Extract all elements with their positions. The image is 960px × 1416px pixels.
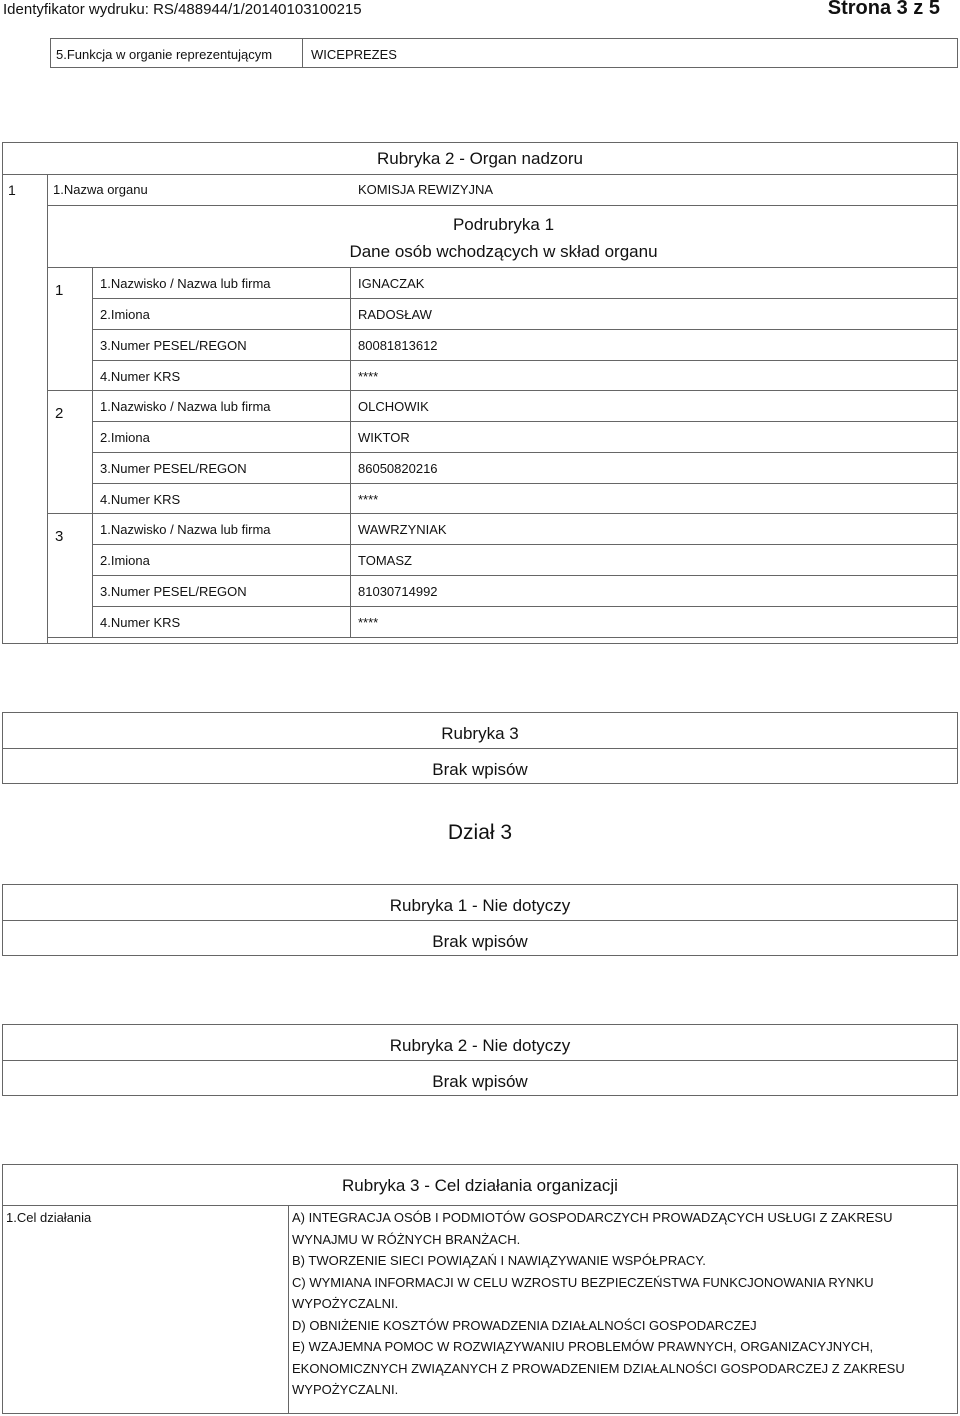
d3-rubryka1-title: Rubryka 1 - Nie dotyczy (389, 896, 571, 915)
d3-rubryka3-title: Rubryka 3 - Cel działania organizacji (342, 1176, 618, 1195)
function-label: 5.Funkcja w organie reprezentującym (56, 47, 273, 62)
person-field-label: 3.Numer PESEL/REGON (100, 338, 247, 353)
podrubryka-subtitle: Dane osób wchodzących w skład organu (349, 242, 658, 261)
person-field-value: WAWRZYNIAK (358, 522, 447, 537)
person-index: 2 (55, 405, 64, 422)
person-field-label: 4.Numer KRS (100, 492, 181, 507)
person-field-label: 3.Numer PESEL/REGON (100, 461, 247, 476)
cel-line: C) WYMIANA INFORMACJI W CELU WZROSTU BEZPIECZEŃSTWA FUNKCJONOWANIA RYNKU (292, 1274, 874, 1290)
person-field-value: WIKTOR (358, 430, 410, 445)
person-field-label: 4.Numer KRS (100, 615, 181, 630)
person-field-label: 2.Imiona (100, 430, 150, 445)
person-index: 1 (55, 282, 64, 299)
organ-name-value: KOMISJA REWIZYJNA (358, 182, 494, 197)
person-index: 3 (55, 528, 64, 545)
person-field-value: IGNACZAK (358, 276, 425, 291)
person-field-label: 2.Imiona (100, 553, 150, 568)
cel-line: B) TWORZENIE SIECI POWIĄZAŃ I NAWIĄZYWANIE WSPÓŁPRACY. (292, 1253, 706, 1268)
cel-line: WYPOŻYCZALNI. (292, 1382, 399, 1397)
d3-rubryka2-empty: Brak wpisów (432, 1072, 528, 1091)
organ-name-label: 1.Nazwa organu (53, 182, 148, 197)
cel-line: A) INTEGRACJA OSÓB I PODMIOTÓW GOSPODARCZYCH PROWADZĄCYCH USŁUGI Z ZAKRESU (292, 1210, 893, 1225)
page-number: Strona 3 z 5 (827, 0, 940, 19)
rubryka2-title: Rubryka 2 - Organ nadzoru (377, 149, 583, 168)
person-field-label: 3.Numer PESEL/REGON (100, 584, 247, 599)
cel-line: WYPOŻYCZALNI. (292, 1296, 399, 1311)
cel-dzialania-value (292, 1207, 952, 1401)
cel-line: E) WZAJEMNA POMOC W ROZWIĄZYWANIU PROBLEMÓW PRAWNYCH, ORGANIZACYJNYCH, (292, 1339, 874, 1354)
person-field-label: 1.Nazwisko / Nazwa lub firma (100, 522, 271, 537)
person-field-value: **** (358, 369, 379, 384)
person-field-value: **** (358, 492, 379, 507)
person-field-label: 1.Nazwisko / Nazwa lub firma (100, 276, 271, 291)
rubryka3-title: Rubryka 3 (441, 724, 519, 743)
person-field-label: 2.Imiona (100, 307, 150, 322)
print-identifier: Identyfikator wydruku: RS/488944/1/20140103100215 (3, 1, 362, 18)
cel-line: D) OBNIŻENIE KOSZTÓW PROWADZENIA DZIAŁALNOŚCI GOSPODARCZEJ (292, 1317, 757, 1333)
person-field-value: **** (358, 615, 379, 630)
person-field-value: 80081813612 (358, 338, 438, 353)
function-value: WICEPREZES (311, 47, 397, 62)
person-field-value: OLCHOWIK (358, 399, 429, 414)
person-field-value: 81030714992 (358, 584, 438, 599)
person-field-value: RADOSŁAW (358, 307, 432, 322)
d3-rubryka1-empty: Brak wpisów (432, 932, 528, 951)
cel-line: EKONOMICZNYCH ZWIĄZANYCH Z PROWADZENIEM DZIAŁALNOŚCI GOSPODARCZEJ Z ZAKRESU (292, 1360, 905, 1376)
cel-line: WYNAJMU W RÓŻNYCH BRANŻACH. (292, 1231, 521, 1247)
person-field-label: 1.Nazwisko / Nazwa lub firma (100, 399, 271, 414)
person-field-label: 4.Numer KRS (100, 369, 181, 384)
person-field-value: TOMASZ (358, 553, 412, 568)
person-field-value: 86050820216 (358, 461, 438, 476)
cel-dzialania-label: 1.Cel działania (6, 1210, 92, 1225)
podrubryka-title: Podrubryka 1 (452, 215, 555, 234)
d3-rubryka2-title: Rubryka 2 - Nie dotyczy (389, 1036, 571, 1055)
rubryka2-index: 1 (8, 182, 16, 198)
dzial3-title: Dział 3 (447, 821, 513, 844)
rubryka3-empty: Brak wpisów (432, 760, 528, 779)
